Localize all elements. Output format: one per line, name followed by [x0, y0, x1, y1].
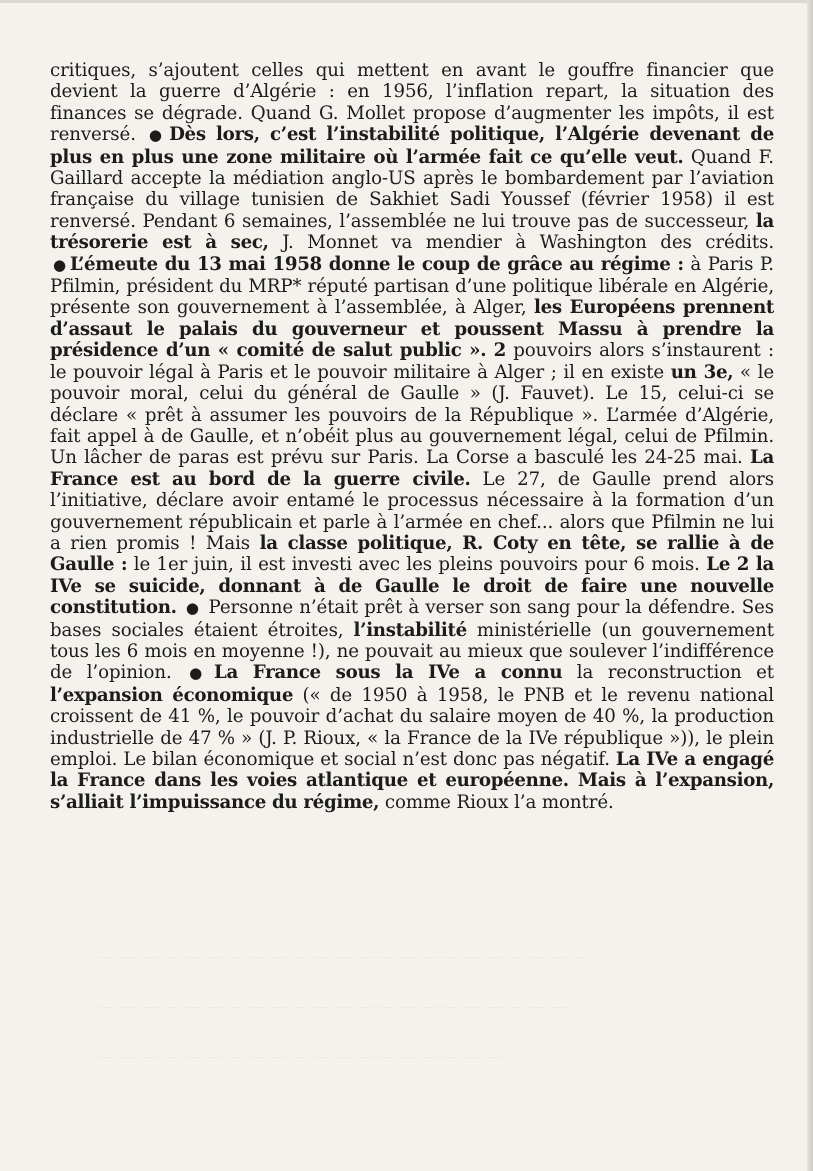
page-right-edge [807, 0, 813, 1171]
text-segment [177, 597, 183, 618]
bold-text-segment: L’émeute du 13 mai 1958 donne le coup de grâce au régime : [69, 253, 684, 275]
text-segment: comme Rioux l’a montré. [379, 791, 614, 813]
bullet-icon: ● [185, 599, 200, 618]
page-top-edge [0, 0, 813, 3]
bullet-icon: ● [189, 664, 211, 683]
bold-text-segment: la trésorerie est à sec, [50, 210, 774, 254]
text-segment: Quand F. Gaillard accepte la médiation anglo-US après le bombardement par l’aviation française du village tunisien de Sakhiet Sadi Youssef (février 1958) il est renversé. Pendant 6 semaines, l’assemblée ne lui trouve pas de successeur, [50, 146, 774, 232]
bullet-icon: ● [148, 126, 167, 145]
text-segment: « le pouvoir moral, celui du général de Gaulle » (J. Fauvet). Le 15, celui-ci se déclare « prêt à assumer les pouvoirs de la République ». L’armée d’Algérie, fait appel à de Gaulle, et n’obéit plus au gouvernement légal, celui de Pfilmin. Un lâcher de paras est prévu sur Paris. La Corse a basculé les 24-25 mai. [50, 361, 774, 469]
text-segment: ministérielle (un gouvernement tous les 6 mois en moyenne !), ne pouvait au mieux que soulever l’indifférence de l’opinion. [50, 619, 774, 684]
show-through-text: — — — — — — — — — — — — — — — — — — — — — — [100, 1000, 568, 1015]
text-segment: (« de 1950 à 1958, le PNB et le revenu national croissent de 41 %, le pouvoir d’achat du salaire moyen de 40 %, la production industrielle de 47 % » (J. P. Rioux, « la France de la IVe république »)), le plein emploi. Le bilan économique et social n’est donc pas négatif. [50, 684, 774, 770]
bold-text-segment: les Européens prennent d’assaut le palais du gouverneur et poussent Massu à prendre la présidence d’un « comité de salut public ». [50, 297, 774, 362]
text-segment: pouvoirs alors s’instaurent : le pouvoir légal à Paris et le pouvoir militaire à Alger ; il en existe [50, 340, 775, 383]
bold-text-segment: Le 2 la IVe se suicide, donnant à de Gaulle le droit de faire une nouvelle constitution. [50, 554, 774, 619]
bold-text-segment: La France sous la IVe a connu [213, 662, 563, 684]
paragraph [50, 60, 774, 813]
text-segment [486, 340, 493, 361]
bold-text-segment: La IVe a engagé la France dans les voies atlantique et européenne. Mais à l’expansion, s’alliait l’impuissance du régime, [50, 749, 774, 813]
bold-text-segment: l’instabilité [353, 619, 467, 641]
text-segment: critiques, s’ajoutent celles qui mettent en avant le gouffre financier que devient la guerre d’Algérie : en 1956, l’inflation repart, la situation des finances se dégrade. Quand G. Mollet propose d’augmenter les impôts, il est renversé. [50, 60, 774, 146]
bold-text-segment: un 3e, [670, 361, 734, 383]
bold-text-segment: la classe politique, R. Coty en tête, se rallie à de Gaulle : [50, 532, 775, 576]
bullet-icon: ● [53, 255, 67, 274]
body-text [50, 60, 774, 813]
text-segment: le 1er juin, il est investi avec les pleins pouvoirs pour 6 mois. [127, 554, 707, 576]
text-segment: la reconstruction et [562, 662, 774, 684]
show-through-text: — — — — — — — — — — — — — — — — — — — [100, 1050, 503, 1065]
bold-text-segment: l’expansion économique [50, 684, 294, 706]
text-segment: Le 27, de Gaulle prend alors l’initiative, déclare avoir entamé le processus nécessaire à la formation d’un gouvernement républicain et parle à l’armée en chef... alors que Pfilmin ne lui a rien promis ! Mais [50, 468, 774, 554]
bold-text-segment: Dès lors, c’est l’instabilité politique, l’Algérie devenant de plus en plus une zone militaire où l’armée fait ce qu’elle veut. [50, 124, 774, 168]
text-segment: à Paris P. Pfilmin, président du MRP* réputé partisan d’une politique libérale en Algérie, présente son gouvernement à l’assemblée, à Alger, [50, 253, 774, 319]
show-through-text: — — — — — — — — — — — — — — — — — — — — — — — [100, 950, 589, 965]
bold-text-segment: La France est au bord de la guerre civile. [50, 447, 774, 490]
text-segment: Personne n’était prêt à verser son sang pour la défendre. Ses bases sociales étaient étroites, [50, 597, 774, 641]
text-segment: J. Monnet va mendier à Washington des crédits. [268, 232, 774, 254]
bold-text-segment: 2 [493, 340, 506, 362]
